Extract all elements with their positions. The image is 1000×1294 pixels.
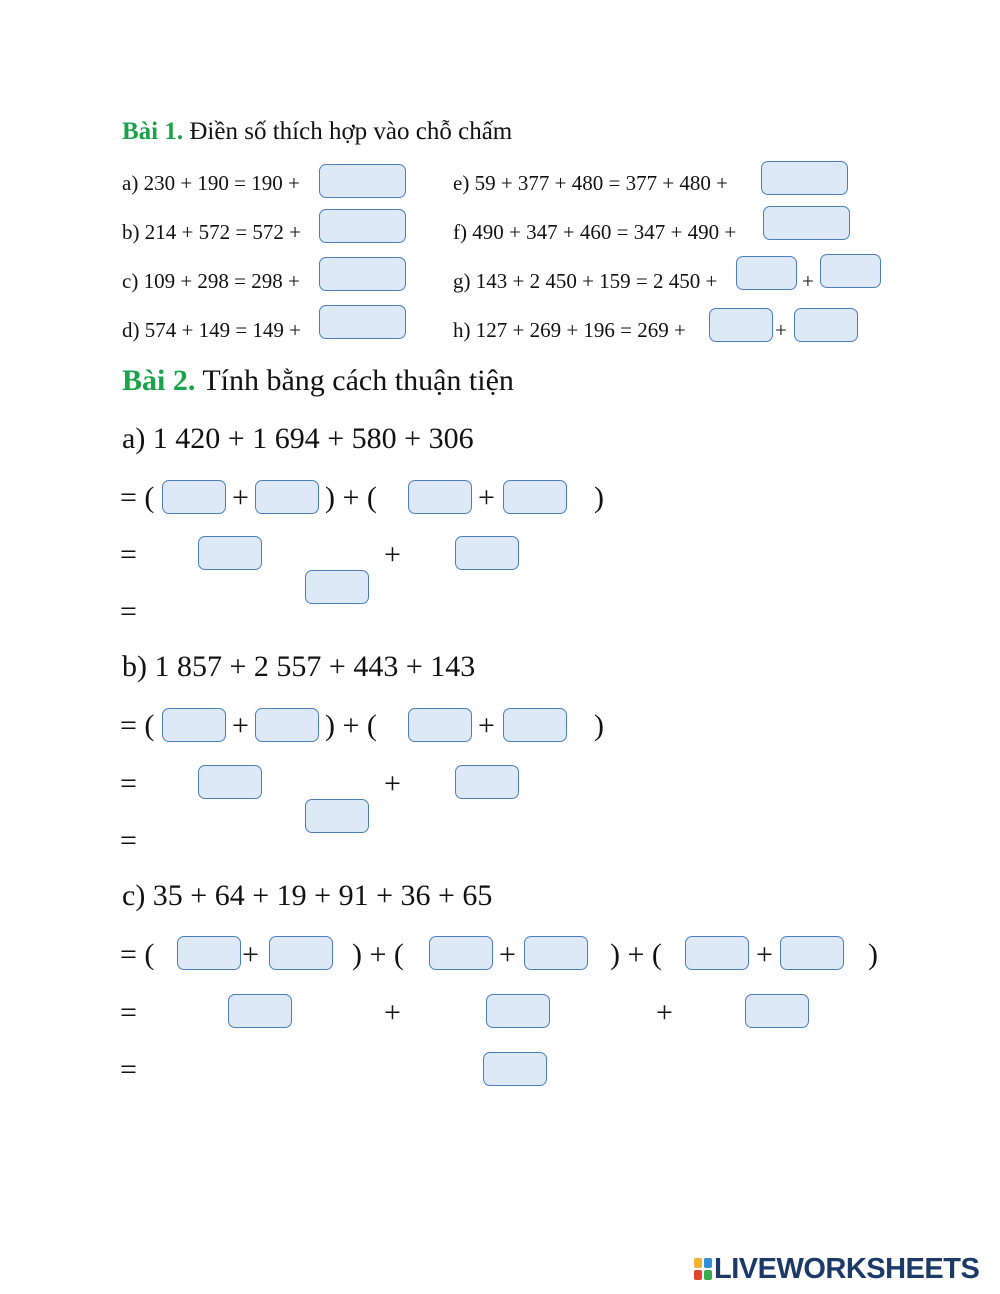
bai1-c-answer-input[interactable]: [319, 257, 406, 291]
bai2-a-plus-1: +: [232, 481, 249, 514]
bai2-b-step2-input-1[interactable]: [198, 765, 262, 799]
liveworksheets-logo: [694, 1254, 979, 1284]
bai1-label: Bài 1.: [122, 118, 184, 145]
bai2-a-mid: ) + (: [325, 481, 377, 514]
bai2-c-plus-3: +: [756, 938, 773, 971]
bai2-c-eq-3: =: [120, 1053, 137, 1086]
bai2-a-step2-input-1[interactable]: [198, 536, 262, 570]
bai1-item-e: e) 59 + 377 + 480 = 377 + 480 +: [453, 171, 729, 195]
bai2-label: Bài 2.: [122, 364, 196, 397]
bai2-b-result-input[interactable]: [305, 799, 369, 833]
bai2-c-step1-input-1[interactable]: [177, 936, 241, 970]
bai2-c-step1-input-3[interactable]: [429, 936, 493, 970]
bai2-a-plus-3: +: [384, 538, 401, 571]
bai2-c-expression: c) 35 + 64 + 19 + 91 + 36 + 65: [122, 879, 493, 912]
bai1-e-answer-input[interactable]: [761, 161, 848, 195]
bai2-c-close: ): [868, 938, 878, 971]
bai1-item-b: b) 214 + 572 = 572 +: [122, 220, 302, 244]
bai1-item-c: c) 109 + 298 = 298 +: [122, 269, 300, 293]
bai2-b-expression: b) 1 857 + 2 557 + 443 + 143: [122, 650, 476, 683]
bai1-h-plus: +: [775, 318, 787, 342]
bai1-h-answer-input-2[interactable]: [794, 308, 858, 342]
bai2-c-plus-1: +: [242, 938, 259, 971]
bai2-c-step1-input-4[interactable]: [524, 936, 588, 970]
bai2-a-result-input[interactable]: [305, 570, 369, 604]
bai1-g-answer-input-1[interactable]: [736, 256, 797, 290]
bai2-a-step1-input-4[interactable]: [503, 480, 567, 514]
bai1-b-answer-input[interactable]: [319, 209, 406, 243]
liveworksheets-logo-icon: [694, 1258, 712, 1280]
bai2-a-eq-2: =: [120, 538, 137, 571]
bai2-b-step2-input-2[interactable]: [455, 765, 519, 799]
bai2-c-result-input[interactable]: [483, 1052, 547, 1086]
bai2-a-step1-input-3[interactable]: [408, 480, 472, 514]
bai2-c-mid-1: ) + (: [352, 938, 404, 971]
bai1-instruction: Điền số thích hợp vào chỗ chấm: [189, 118, 513, 145]
bai2-c-plus-2: +: [499, 938, 516, 971]
bai1-item-a: a) 230 + 190 = 190 +: [122, 171, 300, 195]
bai2-b-plus-2: +: [478, 709, 495, 742]
bai2-b-eq-3: =: [120, 824, 137, 857]
bai2-c-step1-input-5[interactable]: [685, 936, 749, 970]
bai2-b-close: ): [594, 709, 604, 742]
bai2-a-expression: a) 1 420 + 1 694 + 580 + 306: [122, 422, 474, 455]
bai2-b-step1-input-2[interactable]: [255, 708, 319, 742]
bai2-b-open: = (: [120, 709, 155, 742]
bai2-b-step1-input-3[interactable]: [408, 708, 472, 742]
bai2-c-mid-2: ) + (: [610, 938, 662, 971]
bai2-c-step2-input-1[interactable]: [228, 994, 292, 1028]
bai2-a-step1-input-1[interactable]: [162, 480, 226, 514]
bai2-c-step1-input-6[interactable]: [780, 936, 844, 970]
bai2-a-close: ): [594, 481, 604, 514]
bai2-b-step1-input-4[interactable]: [503, 708, 567, 742]
bai2-c-plus-4: +: [384, 996, 401, 1029]
bai2-c-step1-input-2[interactable]: [269, 936, 333, 970]
bai2-b-eq-2: =: [120, 767, 137, 800]
bai2-b-step1-input-1[interactable]: [162, 708, 226, 742]
bai1-heading: [122, 118, 512, 146]
bai2-b-mid: ) + (: [325, 709, 377, 742]
bai2-a-step1-input-2[interactable]: [255, 480, 319, 514]
bai2-c-plus-5: +: [656, 996, 673, 1029]
bai1-a-answer-input[interactable]: [319, 164, 406, 198]
bai2-a-open: = (: [120, 481, 155, 514]
bai2-c-open-1: = (: [120, 938, 155, 971]
bai1-g-plus: +: [802, 269, 814, 293]
bai1-d-answer-input[interactable]: [319, 305, 406, 339]
bai1-item-h: h) 127 + 269 + 196 = 269 +: [453, 318, 686, 342]
bai2-b-plus-1: +: [232, 709, 249, 742]
liveworksheets-brand: LIVEWORKSHEETS: [714, 1252, 980, 1285]
bai2-c-step2-input-3[interactable]: [745, 994, 809, 1028]
bai2-c-step2-input-2[interactable]: [486, 994, 550, 1028]
bai2-a-plus-2: +: [478, 481, 495, 514]
bai1-h-answer-input-1[interactable]: [709, 308, 773, 342]
bai1-item-d: d) 574 + 149 = 149 +: [122, 318, 302, 342]
bai2-instruction: Tính bằng cách thuận tiện: [202, 364, 514, 397]
bai1-g-answer-input-2[interactable]: [820, 254, 881, 288]
bai2-a-eq-3: =: [120, 595, 137, 628]
bai1-item-f: f) 490 + 347 + 460 = 347 + 490 +: [453, 220, 737, 244]
bai2-c-eq-2: =: [120, 996, 137, 1029]
bai1-item-g: g) 143 + 2 450 + 159 = 2 450 +: [453, 269, 718, 293]
bai1-f-answer-input[interactable]: [763, 206, 850, 240]
bai2-heading: [122, 364, 514, 398]
bai2-a-step2-input-2[interactable]: [455, 536, 519, 570]
bai2-b-plus-3: +: [384, 767, 401, 800]
